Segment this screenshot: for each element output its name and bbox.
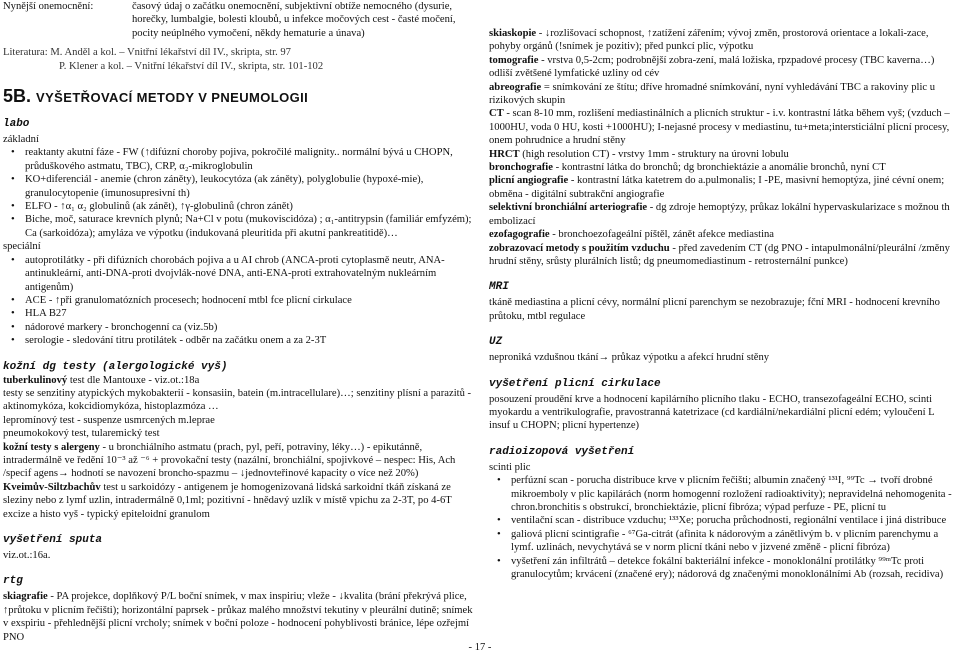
list-item: • galiová plicní scintigrafie - ⁶⁷Ga-citrát (afinita k nádorovým a zánětlivým b. v plicním parenchymu a lymf. uzlinách, nevychytává se v norm plicní tkáni nebo v jizvené změně - plicní fibróza) xyxy=(511,528,957,555)
radioizotop-heading: radioizopová vyšetření xyxy=(489,445,635,458)
list-item: • nádorové markery - bronchogenní ca (viz.5b) xyxy=(25,321,473,334)
tuberkulinovy-label: tuberkulinový xyxy=(3,374,68,386)
alergeny-label: kožní testy s alergeny xyxy=(3,441,100,453)
kozni-line: testy se senzitiny atypických mykobakterií - konsasiin, batein (m.intracellulare)…; senzitiny plísní a parazitů - aktinomykóza, kokcidiomykóza, histoplazmóza … xyxy=(3,387,472,413)
zakladni-label: základní xyxy=(3,134,39,146)
nynejsi-text: časový údaj o začátku onemocnění, subjektivní obtíže nemocného (dysurie, horečky, lumbalgie, bolesti kloubů, u infekce močových cest - časté močení, pocity neúplného vymočení, někdy hematurie a únava) xyxy=(132,1,456,39)
literature-label: Literatura: xyxy=(3,47,48,59)
literature-line-2: P. Klener a kol. – Vnitřní lékařství díl IV., skripta, str. 101-102 xyxy=(59,60,324,72)
tuberkulinovy-text: test dle Mantouxe - viz.ot.:18a xyxy=(67,374,200,386)
literature-block xyxy=(3,46,473,73)
right-column xyxy=(489,0,957,581)
zakladni-list xyxy=(3,146,473,240)
list-item: • ELFO - ↑α₁ α₂ globulinů (ak zánět), ↑γ-globulinů (chron zánět) xyxy=(25,200,473,213)
nynejsi-label: Nynější onemocnění: xyxy=(3,1,94,12)
list-item: • HLA B27 xyxy=(25,307,473,320)
cirkulace-heading: vyšetření plicní cirkulace xyxy=(489,377,661,390)
list-item: • ACE - ↑při granulomatózních procesech; hodnocení mtbl fce plicní cirkulace xyxy=(25,294,473,307)
rtg-item-label: bronchografie xyxy=(489,162,553,174)
rtg-item-label: abreografie xyxy=(489,81,542,93)
rtg-item-label: plicní angiografie xyxy=(489,175,569,187)
rtg-item xyxy=(489,27,957,54)
skiagrafie-label: skiagrafie xyxy=(3,591,48,603)
rtg-item-text: - dg zdroje hemoptýzy, průkaz lokální hypervaskularizace s možnou th embolizací xyxy=(489,202,950,227)
kozni-line: lepromínový test - suspenze usmrcených m.leprae xyxy=(3,414,215,426)
uz-text: neproniká vzdušnou tkání→ průkaz výpotku a afekcí hrudní stěny xyxy=(489,352,770,364)
section-number: 5B. xyxy=(3,86,32,107)
rtg-item xyxy=(489,107,957,147)
rtg-item-text: (high resolution CT) - vrstvy 1mm - struktury na úrovni lobulu xyxy=(519,148,789,160)
mri-text: tkáně mediastina a plicní cévy, normální plicní parenchym se nezobrazuje; fční MRI - hodnocení krevního průtoku, mtbl regulace xyxy=(489,297,940,322)
labo-heading: labo xyxy=(3,118,30,131)
nynejsi-onemocneni-block xyxy=(3,0,473,40)
rtg-item-label: CT xyxy=(489,108,504,120)
rtg-item xyxy=(489,81,957,108)
literature-line-1: M. Anděl a kol. – Vnitřní lékařství díl IV., skripta, str. 97 xyxy=(50,47,291,59)
rtg-item-label: skiaskopie xyxy=(489,28,537,39)
rtg-item-label: ezofagografie xyxy=(489,229,550,241)
radioizotop-list xyxy=(489,474,957,581)
page-number: - 17 - xyxy=(468,642,492,653)
rtg-item xyxy=(489,174,957,201)
list-item: • Biche, moč, saturace krevních plynů; Na+Cl v potu (mukoviscidóza) ; α₁-antitrypsin (familiár emfyzém); Ca (sarkoidóza); amyláza ve výpotku (indukovaná pleuritida při akutní pankreatitidě)… xyxy=(25,213,473,240)
sputum-heading: vyšetření sputa xyxy=(3,534,103,546)
rtg-item xyxy=(489,228,957,241)
rtg-item-text: - ↓rozlišovací schopnost, ↑zatížení zářením; vývoj změn, prostorová orientace a lokali-zace, pohyby orgánů (!snímek je pozitiv); před punkcí plic, výpotku xyxy=(489,28,929,53)
rtg-item-text: - bronchoezofageální píštěl, zánět afekce mediastina xyxy=(549,229,775,241)
rtg-item xyxy=(489,242,957,269)
list-item: • serologie - sledování titru protilátek - odběr na začátku onem a za 2-3T xyxy=(25,334,473,347)
rtg-heading: rtg xyxy=(3,575,23,588)
rtg-item-label: zobrazovací metody s použitím vzduchu xyxy=(489,242,670,254)
kozni-testy-heading: kožní dg testy (alergologické vyš) xyxy=(3,360,228,373)
mri-heading: MRI xyxy=(489,281,509,294)
list-item: • autoprotilátky - při difúzních chorobách pojiva a u AI chrob (ANCA-proti cytoplasmě neutr, ANA-antinukleární, anti-DNA-proti dvojvlák-nové DNA, anti-ENA-proti extrahovatelným nukleárním antigenům) xyxy=(25,254,473,294)
list-item: • ventilační scan - distribuce vzduchu; ¹³³Xe; porucha průchodnosti, regionální ventilace i jiná distribuce xyxy=(511,514,957,527)
uz-heading: UZ xyxy=(489,336,503,349)
alergeny-text: - u bronchiálního astmatu (prach, pyl, peří, potraviny, léky…) - epikutánně, intradermálně ve ředění 10⁻³ až ⁻⁶ + provokační testy (nazální, bronchiální, spojivkové – nespec: His, Ach /specif agens→ hodnotí se navození broncho-spazmu – ↓jednovteřinové kapacity o více než 20%) xyxy=(3,441,456,480)
rtg-item-text: - kontrastní látka do bronchů; dg bronchiektázie a anomálie bronchů, nyní CT xyxy=(552,162,886,174)
kveim-label: Kveimův-Siltzbachův xyxy=(3,481,101,493)
rtg-item xyxy=(489,148,957,161)
list-item: • KO+diferenciál - anemie (chron záněty), leukocytóza (ak záněty), polyglobulie (hypoxé-mie), granulocytopenie (imunosupresivní th) xyxy=(25,173,473,200)
rtg-item-text: - kontrastní látka katetrem do a.pulmonalis; I -PE, masivní hemoptýza, jiné cévní onem; obměna - digitální subtrakční angiografie xyxy=(489,175,945,200)
section-title: VYŠETŘOVACÍ METODY V PNEUMOLOGII xyxy=(36,90,309,106)
specialni-list xyxy=(3,254,473,348)
rtg-item-label: tomografie xyxy=(489,54,539,66)
rtg-item-label: HRCT xyxy=(489,148,520,160)
rtg-items xyxy=(489,27,957,268)
rtg-item xyxy=(489,161,957,174)
left-column xyxy=(3,0,473,644)
rtg-item-text: = snímkování ze štítu; dříve hromadné snímkování, nyní vyhledávání TBC a rakoviny plic u rizikových skupin xyxy=(489,81,936,107)
rtg-item-label: selektivní bronchiální arteriografie xyxy=(489,202,648,214)
rtg-item-text: - vrstva 0,5-2cm; podrobnější zobra-zení, malá ložiska, rpzpadové procesy (TBC kaverna…) odliší zvětšené lymfatické uzliny od cév xyxy=(489,54,935,80)
scinti-label: scinti plic xyxy=(489,461,531,473)
rtg-item xyxy=(489,54,957,81)
section-heading xyxy=(3,85,473,109)
rtg-item-text: - scan 8-10 mm, rozlišení mediastinálních a plicních struktur - i.v. kontrastní látka během vyš; (vzduch –1000HU, voda 0 HU, kosti +1000HU); I-nejasné procesy v mediastinu, tu+meta;intersticiální plicní procesy, onem pohrudnice a hrudní stěny xyxy=(489,108,950,147)
rtg-item xyxy=(489,201,957,228)
kozni-line: pneumokokový test, tularemický test xyxy=(3,428,160,440)
rtg-item-text: - před zavedením CT (dg PNO - intapulmonální/pleurální /změny hrudní stěny, srůsty plurálních listů; dg pneumomediastinum - retrosternální punkce) xyxy=(489,242,950,267)
kveim-text: test u sarkoidózy - antigenem je homogenizovaná lidská sarkoidní tkáň získaná ze sleziny nebo z lymf uzlin, intradermálně 0,1ml; pozitivní - hnědavý uzlík v místě vpichu za 2-3T, po 4-6T excize a histo vyš - typický epiteloidní granulom xyxy=(3,481,452,520)
skiagrafie-text: - PA projekce, doplňkový P/L boční snímek, v max inspiriu; vleže - ↓kvalita (brání překrývá plice, ↑průtoku v plicním řečišti); horizontální paprsek - průkaz malého množství tekutiny v pleurální dutině; snímek v exspiriu - přehlednější plicní vrcholy; snímek v boční poloze - hodnocení pohyblivosti bránice, lépe ozřejmí PNO xyxy=(3,591,473,643)
list-item: • reaktanty akutní fáze - FW (↑difúzní choroby pojiva, pokročilé malignity.. normální bývá u CHOPN, průduškového astmatu, TBC), CRP, α₂-mikroglobulin xyxy=(25,146,473,173)
cirkulace-text: posouzení proudění krve a hodnocení kapilárního plicního tlaku - ECHO, transezofageální ECHO, scinti myokardu a ventrikulografie, pravostranná katetrizace (cd kardiální/nekardiální plicní edém; vyloučení L insuf u CHOPN; plicní hypertenze) xyxy=(489,393,935,432)
sputum-text: viz.ot.:16a. xyxy=(3,550,51,561)
list-item: • perfúzní scan - porucha distribuce krve v plicním řečišti; albumin značený ¹³¹I, ⁹⁹Tc → tvoří drobné mikroemboly v plic kapilárách (norm homogenní rozložení radioaktivity); nepravidelná nehomogenita - chron.bronchitis s obstrukcí, bronchiektázie, plicní fibróza; výpad perfuze - PE, plicní tu xyxy=(511,474,957,514)
specialni-label: speciální xyxy=(3,241,41,253)
list-item: • vyšetření zán infiltrátů – detekce fokální bakteriální infekce - monoklonální protilátky ⁹⁹ᵐTc proti granulocytům; krvácení (značené ery); nádorová dg značenými monoklonálními Ab (rozsah, recidiva) xyxy=(511,555,957,582)
